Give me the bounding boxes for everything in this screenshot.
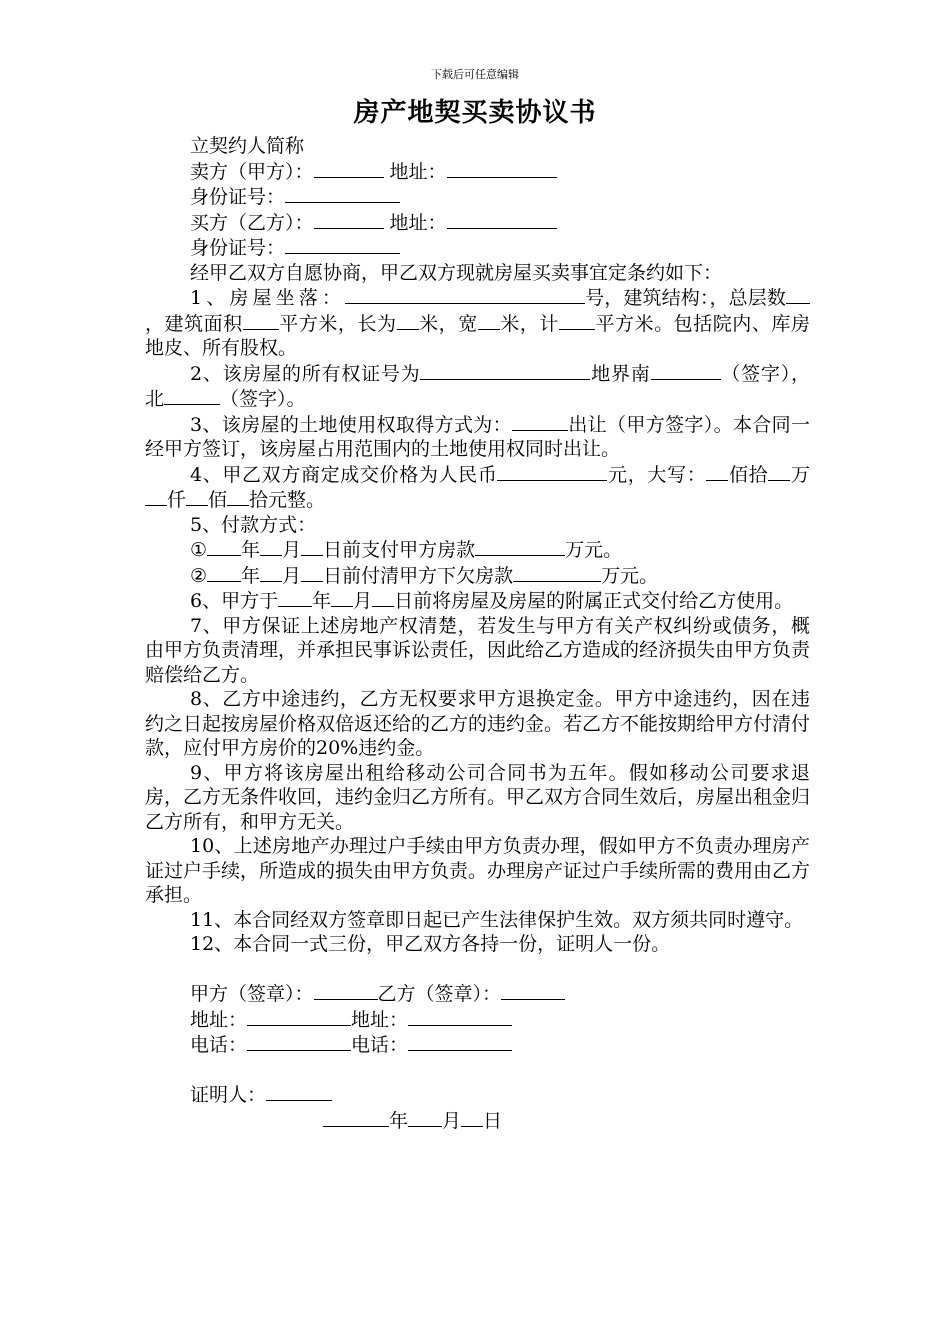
payment-1-amount-field[interactable] bbox=[475, 537, 565, 556]
clause-4-label: 4、甲乙双方商定成交价格为人民币 bbox=[190, 463, 498, 486]
clause-3-label: 3、该房屋的土地使用权取得方式为： bbox=[190, 413, 512, 436]
payment-1-marker: ① bbox=[190, 539, 208, 561]
payment-1-text: 日前支付甲方房款 bbox=[323, 539, 476, 561]
sign-day-field[interactable] bbox=[461, 1108, 483, 1127]
party-a-signature-field[interactable] bbox=[314, 981, 378, 1000]
phone-line bbox=[145, 1032, 810, 1058]
party-a-signature-label: 甲方（签章）： bbox=[190, 983, 314, 1005]
buyer-id-field[interactable] bbox=[285, 235, 400, 254]
clause-9-text: 9、甲方将该房屋出租给移动公司合同书为五年。假如移动公司要求退房，乙方无条件收回，违约金归乙方所有。甲乙双方合同生效后，房屋出租金归乙方所有，和甲方无关。 bbox=[145, 761, 811, 833]
clause-10 bbox=[145, 834, 810, 908]
clause-4-bai: 佰 bbox=[208, 489, 228, 511]
north-boundary-field[interactable] bbox=[164, 386, 220, 405]
party-b-signature-field[interactable] bbox=[501, 981, 565, 1000]
price-bai2-field[interactable] bbox=[186, 487, 208, 506]
seller-address-label: 地址： bbox=[383, 160, 447, 183]
clause-2-north-label: （签字），北 bbox=[145, 362, 810, 410]
party-a-address-label: 地址： bbox=[190, 1008, 248, 1031]
spacer bbox=[145, 1058, 810, 1083]
width-field[interactable] bbox=[478, 311, 500, 330]
payment-1-day-field[interactable] bbox=[301, 537, 323, 556]
party-b-phone-label: 电话： bbox=[351, 1034, 409, 1056]
document-title: 房产地契买卖协议书 bbox=[353, 98, 597, 128]
clause-7 bbox=[145, 614, 810, 688]
clause-1-tail: 平方米。包括院内、库房地皮、所有股权。 bbox=[145, 312, 810, 359]
clause-11-text: 11、本合同经双方签章即日起已产生法律保护生效。双方须共同时遵守。 bbox=[190, 908, 804, 931]
party-b-address-label: 地址： bbox=[351, 1008, 409, 1031]
header-note: 下载后可任意编辑 bbox=[431, 68, 519, 81]
spacer bbox=[145, 957, 810, 982]
clause-2-tail: （签字）。 bbox=[220, 388, 306, 410]
clause-11 bbox=[145, 908, 810, 933]
address-line bbox=[145, 1007, 810, 1033]
handover-year-field[interactable] bbox=[278, 588, 312, 607]
date-line bbox=[145, 1108, 810, 1134]
ownership-cert-field[interactable] bbox=[420, 361, 590, 380]
clause-12 bbox=[145, 932, 810, 957]
clause-5-text: 5、付款方式： bbox=[190, 513, 317, 536]
witness-label: 证明人： bbox=[190, 1084, 267, 1106]
clause-10-text: 10、上述房地产办理过户手续由甲方负责办理，假如甲方不负责办理房产证过户手续，所造成的损失由甲方负责。办理房产证过户手续所需的费用由乙方承担。 bbox=[145, 835, 811, 906]
witness-line bbox=[145, 1082, 810, 1108]
seller-address-field[interactable] bbox=[447, 159, 557, 178]
party-b-phone-field[interactable] bbox=[408, 1032, 512, 1051]
clause-2-south-label: 地界南 bbox=[590, 362, 651, 385]
party-b-signature-label: 乙方（签章）： bbox=[377, 983, 502, 1005]
year-label: 年 bbox=[241, 564, 261, 587]
price-qian-field[interactable] bbox=[145, 487, 167, 506]
clause-4-unit-text: 佰拾 bbox=[728, 463, 769, 486]
clause-2-cert-label: 2、该房屋的所有权证号为 bbox=[190, 362, 421, 385]
day-label: 日 bbox=[483, 1109, 503, 1132]
clause-4-qian: 仟 bbox=[167, 489, 187, 511]
party-a-phone-label: 电话： bbox=[190, 1034, 248, 1056]
clause-1-width-label: 米，宽 bbox=[418, 312, 478, 335]
clause-8 bbox=[145, 687, 810, 761]
seller-id-line bbox=[145, 184, 810, 210]
clause-7-text: 7、甲方保证上述房地产权清楚，若发生与甲方有关产权纠纷或债务，概由甲方负责清理，并承担民事诉讼责任，因此给乙方造成的经济损失由甲方负责赔偿给乙方。 bbox=[145, 614, 811, 686]
year-label: 年 bbox=[389, 1109, 409, 1132]
south-boundary-field[interactable] bbox=[651, 361, 721, 380]
party-a-phone-field[interactable] bbox=[247, 1032, 351, 1051]
payment-2-amount-field[interactable] bbox=[513, 563, 601, 582]
clause-1 bbox=[145, 285, 810, 361]
payment-2-month-field[interactable] bbox=[260, 563, 282, 582]
buyer-line bbox=[145, 210, 810, 236]
month-label: 月 bbox=[282, 539, 302, 561]
clause-8-text: 8、乙方中途违约，乙方无权要求甲方退换定金。甲方中途违约，因在违约之日起按房屋价格双倍返还给的乙方的违约金。若乙方不能按期给甲方付清付款，应付甲方房价的20%违约金。 bbox=[145, 688, 811, 759]
intro-paragraph bbox=[145, 261, 810, 286]
contract-body bbox=[145, 134, 810, 1133]
year-label: 年 bbox=[241, 539, 261, 561]
payment-1-month-field[interactable] bbox=[260, 537, 282, 556]
seller-label: 卖方（甲方）： bbox=[190, 160, 314, 183]
intro-text: 经甲乙双方自愿协商，甲乙双方现就房屋买卖事宜定条约如下： bbox=[190, 261, 723, 284]
floors-field[interactable] bbox=[786, 285, 810, 304]
clause-4-tail: 拾元整。 bbox=[249, 489, 326, 511]
clause-5 bbox=[145, 513, 810, 538]
area-field[interactable] bbox=[243, 311, 279, 330]
month-label: 月 bbox=[442, 1109, 462, 1132]
clause-2 bbox=[145, 361, 810, 412]
sign-year-field[interactable] bbox=[323, 1108, 389, 1127]
buyer-id-line bbox=[145, 235, 810, 261]
wan-yuan-label: 万元。 bbox=[601, 564, 659, 587]
buyer-address-field[interactable] bbox=[447, 210, 557, 229]
handover-day-field[interactable] bbox=[372, 588, 394, 607]
clause-1-location-label: 1、房屋坐落： bbox=[190, 287, 345, 309]
clause-1-total-label: 米，计 bbox=[499, 312, 559, 335]
month-label: 月 bbox=[353, 590, 373, 612]
payment-1-year-field[interactable] bbox=[207, 537, 241, 556]
length-field[interactable] bbox=[397, 311, 419, 330]
clause-3-tail: 出让（甲方签字）。本合同一经甲方签订，该房屋占用范围内的土地使用权同时出让。 bbox=[145, 413, 810, 460]
clause-6-label: 6、甲方于 bbox=[190, 590, 279, 612]
parties-heading-text: 立契约人简称 bbox=[190, 135, 305, 157]
seller-id-field[interactable] bbox=[285, 184, 400, 203]
payment-2 bbox=[145, 563, 810, 589]
payment-1 bbox=[145, 537, 810, 563]
payment-2-year-field[interactable] bbox=[207, 563, 241, 582]
clause-6-tail: 日前将房屋及房屋的附属正式交付给乙方使用。 bbox=[394, 590, 794, 612]
clause-4-capital-label: 元，大写： bbox=[607, 463, 707, 486]
clause-12-text: 12、本合同一式三份，甲乙双方各持一份，证明人一份。 bbox=[190, 933, 671, 955]
handover-month-field[interactable] bbox=[331, 588, 353, 607]
wan-yuan-label: 万元。 bbox=[565, 539, 623, 561]
price-field[interactable] bbox=[497, 462, 607, 481]
buyer-name-field[interactable] bbox=[314, 210, 384, 229]
clause-4-wan: 万 bbox=[790, 463, 810, 486]
buyer-label: 买方（乙方）： bbox=[190, 211, 314, 234]
clause-1-structure-text: 号，建筑结构：，总层数 bbox=[584, 287, 786, 309]
payment-2-text: 日前付清甲方下欠房款 bbox=[323, 564, 514, 587]
land-method-field[interactable] bbox=[512, 412, 568, 431]
clause-4 bbox=[145, 462, 810, 513]
parties-heading bbox=[145, 134, 810, 159]
price-wan-field[interactable] bbox=[768, 462, 790, 481]
seller-id-label: 身份证号： bbox=[190, 186, 286, 208]
clause-1-area-label: ，建筑面积 bbox=[145, 312, 243, 335]
total-area-field[interactable] bbox=[559, 311, 595, 330]
year-label: 年 bbox=[312, 590, 332, 612]
location-field[interactable] bbox=[345, 285, 585, 304]
witness-field[interactable] bbox=[266, 1082, 332, 1101]
sign-month-field[interactable] bbox=[408, 1108, 442, 1127]
clause-3 bbox=[145, 412, 810, 462]
price-shi-field[interactable] bbox=[227, 487, 249, 506]
buyer-id-label: 身份证号： bbox=[190, 237, 286, 259]
payment-2-marker: ② bbox=[190, 564, 208, 587]
month-label: 月 bbox=[282, 564, 302, 587]
seller-line bbox=[145, 159, 810, 185]
clause-6 bbox=[145, 588, 810, 614]
signature-line bbox=[145, 981, 810, 1007]
party-a-address-field[interactable] bbox=[247, 1007, 351, 1026]
clause-1-length-label: 平方米，长为 bbox=[278, 312, 397, 335]
party-b-address-field[interactable] bbox=[408, 1007, 512, 1026]
clause-9 bbox=[145, 761, 810, 835]
payment-2-day-field[interactable] bbox=[301, 563, 323, 582]
buyer-address-label: 地址： bbox=[383, 211, 447, 234]
seller-name-field[interactable] bbox=[314, 159, 384, 178]
price-bai-field[interactable] bbox=[706, 462, 728, 481]
